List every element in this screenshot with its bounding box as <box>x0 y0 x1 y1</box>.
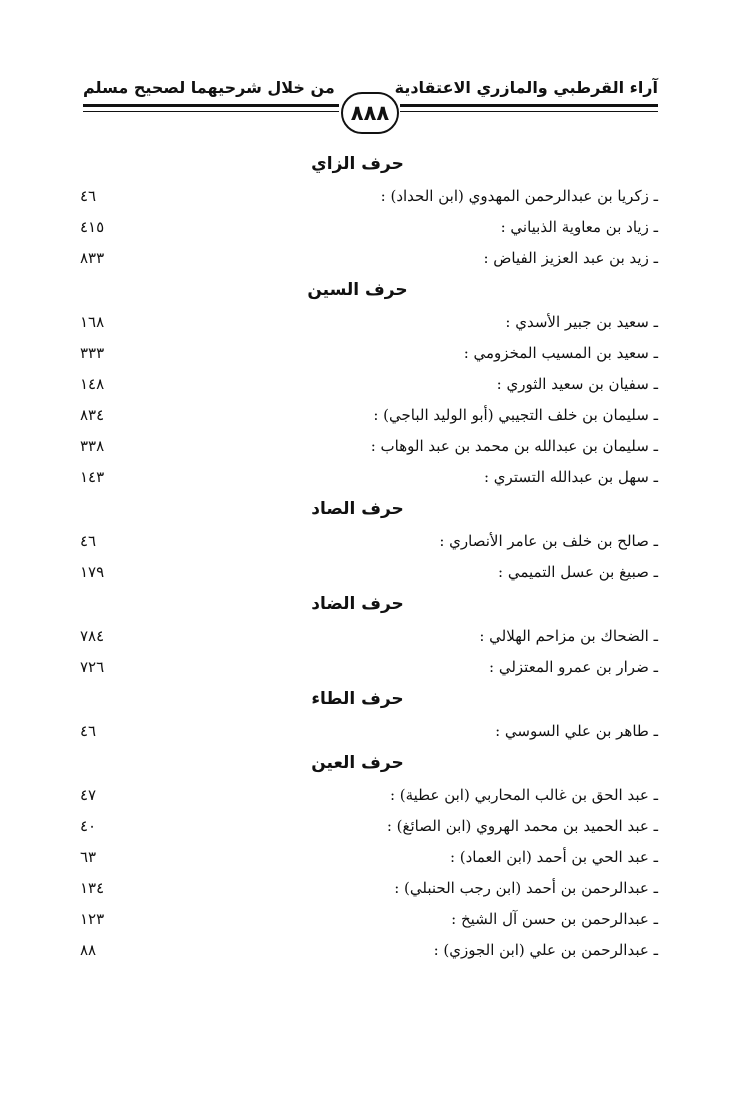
entry-page: ٨٨ <box>80 941 97 959</box>
entry-name: ـ سهل بن عبدالله التستري : <box>483 468 658 486</box>
entry-name: ـ سعيد بن المسيب المخزومي : <box>463 344 658 362</box>
entry-name: ـ عبد الحميد بن محمد الهروي (ابن الصائغ) : <box>386 817 658 835</box>
entry-name: ـ الضحاك بن مزاحم الهلالي : <box>479 627 658 645</box>
entry-page: ٤١٥ <box>80 218 105 236</box>
index-content <box>0 148 755 966</box>
entry-name: ـ زكريا بن عبدالرحمن المهدوي (ابن الحداد) : <box>380 187 658 205</box>
index-entry <box>0 842 755 873</box>
entry-page: ١٤٣ <box>80 468 105 486</box>
entry-page: ١٧٩ <box>80 563 105 581</box>
page-number-badge <box>341 92 399 134</box>
index-entry <box>0 212 755 243</box>
entry-name: ـ سفيان بن سعيد الثوري : <box>496 375 658 393</box>
index-entry <box>0 462 755 493</box>
section-heading: حرف الزاي <box>311 154 404 174</box>
header-rule-left-thin <box>83 111 339 112</box>
section-heading: حرف العين <box>311 753 404 773</box>
index-entry <box>0 526 755 557</box>
entry-name: ـ عبدالرحمن بن أحمد (ابن رجب الحنبلي) : <box>394 879 658 897</box>
section-heading: حرف الطاء <box>311 689 404 709</box>
index-entry <box>0 557 755 588</box>
entry-page: ٧٢٦ <box>80 658 105 676</box>
entry-page: ١٣٤ <box>80 879 105 897</box>
index-entry <box>0 431 755 462</box>
index-entry <box>0 400 755 431</box>
running-header-subtitle: من خلال شرحيهما لصحيح مسلم <box>83 78 335 97</box>
index-entry <box>0 652 755 683</box>
entry-page: ٤٠ <box>80 817 97 835</box>
header-rule-right-thin <box>400 111 658 112</box>
entry-page: ١٢٣ <box>80 910 105 928</box>
index-entry <box>0 780 755 811</box>
entry-name: ـ عبد الحي بن أحمد (ابن العماد) : <box>449 848 658 866</box>
index-entry <box>0 811 755 842</box>
section-heading: حرف الصاد <box>311 499 404 519</box>
header-rule-right-thick <box>400 104 658 107</box>
section-zay <box>0 148 755 274</box>
index-entry <box>0 307 755 338</box>
index-entry <box>0 369 755 400</box>
header-rule-left-thick <box>83 104 339 107</box>
index-entry <box>0 181 755 212</box>
entry-page: ٣٣٨ <box>80 437 105 455</box>
entry-name: ـ طاهر بن علي السوسي : <box>495 722 658 740</box>
entry-page: ٨٣٤ <box>80 406 105 424</box>
entry-name: ـ زيد بن عبد العزيز الفياض : <box>483 249 658 267</box>
entry-name: ـ ضرار بن عمرو المعتزلي : <box>489 658 658 676</box>
entry-page: ٨٣٣ <box>80 249 105 267</box>
entry-page: ١٦٨ <box>80 313 105 331</box>
entry-name: ـ عبدالرحمن بن علي (ابن الجوزي) : <box>433 941 658 959</box>
section-dad <box>0 588 755 683</box>
index-entry <box>0 716 755 747</box>
entry-name: ـ سليمان بن خلف التجيبي (أبو الوليد الباجي) : <box>373 406 658 424</box>
running-header-book-title: آراء القرطبي والمازري الاعتقادية <box>394 78 658 97</box>
entry-page: ٧٨٤ <box>80 627 105 645</box>
index-entry <box>0 338 755 369</box>
section-heading: حرف السين <box>307 280 408 300</box>
entry-name: ـ سعيد بن جبير الأسدي : <box>505 313 658 331</box>
entry-name: ـ زياد بن معاوية الذبياني : <box>500 218 658 236</box>
entry-name: ـ سليمان بن عبدالله بن محمد بن عبد الوهاب : <box>370 437 658 455</box>
entry-page: ٤٦ <box>80 532 97 550</box>
entry-page: ١٤٨ <box>80 375 105 393</box>
entry-name: ـ عبد الحق بن غالب المحاربي (ابن عطية) : <box>389 786 658 804</box>
index-entry <box>0 243 755 274</box>
entry-name: ـ صبيغ بن عسل التميمي : <box>498 563 658 581</box>
entry-page: ٤٦ <box>80 722 97 740</box>
section-sad <box>0 493 755 588</box>
page-number: ٨٨٨ <box>350 101 390 125</box>
entry-page: ٤٧ <box>80 786 97 804</box>
entry-page: ٣٣٣ <box>80 344 105 362</box>
index-entry <box>0 904 755 935</box>
index-entry <box>0 621 755 652</box>
entry-page: ٦٣ <box>80 848 97 866</box>
entry-name: ـ صالح بن خلف بن عامر الأنصاري : <box>439 532 658 550</box>
section-taa <box>0 683 755 747</box>
section-seen <box>0 274 755 493</box>
section-ain <box>0 747 755 966</box>
index-entry <box>0 935 755 966</box>
index-entry <box>0 873 755 904</box>
section-heading: حرف الضاد <box>311 594 404 614</box>
entry-page: ٤٦ <box>80 187 97 205</box>
entry-name: ـ عبدالرحمن بن حسن آل الشيخ : <box>451 910 658 928</box>
